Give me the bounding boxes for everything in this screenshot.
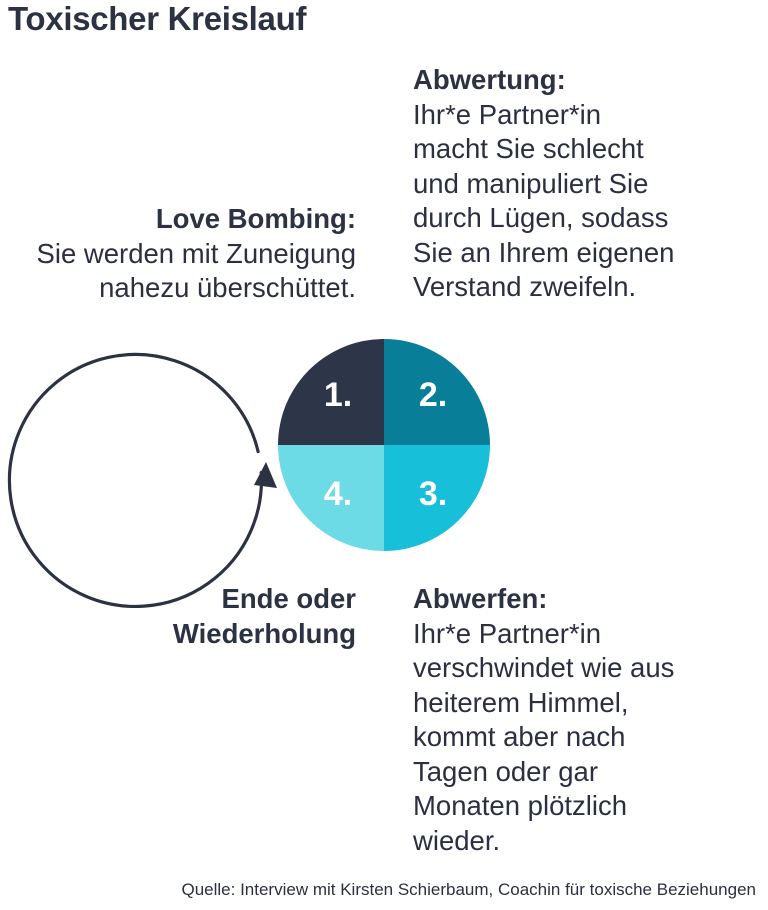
step-2-heading: Abwertung: xyxy=(413,64,566,95)
step-3-line: verschwindet wie aus xyxy=(413,652,675,683)
step-1-line: nahezu überschüttet. xyxy=(99,272,356,303)
step-3-line: kommt aber nach xyxy=(413,721,626,752)
step-2-line: durch Lügen, sodass xyxy=(413,202,669,233)
step-4-text xyxy=(0,582,356,651)
cycle-arrowhead-icon xyxy=(254,462,277,488)
step-3-description xyxy=(413,617,758,859)
quadrant-1-label: 1. xyxy=(323,376,353,414)
step-3-heading: Abwerfen: xyxy=(413,583,548,614)
step-3-line: Tagen oder gar xyxy=(413,755,598,787)
step-2-line: Verstand zweifeln. xyxy=(413,271,637,302)
step-3-line: Ihr*e Partner*in xyxy=(413,617,602,649)
step-2-line: und manipuliert Sie xyxy=(413,167,649,199)
step-2-line: Ihr*e Partner*in xyxy=(413,98,602,130)
quadrant-3-label: 3. xyxy=(418,475,448,513)
step-2-line: macht Sie schlecht xyxy=(413,133,644,164)
step-3-line: Monaten plötzlich xyxy=(413,790,628,821)
step-1-line: Sie werden mit Zuneigung xyxy=(36,237,356,269)
quadrant-4-label: 4. xyxy=(323,475,353,513)
source-note: Quelle: Interview mit Kirsten Schierbaum, Coachin für toxische Beziehungen xyxy=(181,880,756,899)
step-4-heading-line: Wiederholung xyxy=(172,617,356,649)
cycle-ring xyxy=(9,354,261,606)
page-title: Toxischer Kreislauf xyxy=(8,0,307,37)
step-1-heading: Love Bombing: xyxy=(155,203,356,234)
step-3-line: heiterem Himmel, xyxy=(413,686,629,718)
step-4-heading-line: Ende oder xyxy=(221,583,356,614)
quadrant-2-label: 2. xyxy=(418,376,448,414)
step-2-line: Sie an Ihrem eigenen xyxy=(413,236,675,268)
step-3-line: wieder. xyxy=(413,824,501,856)
step-3-text xyxy=(413,582,758,858)
